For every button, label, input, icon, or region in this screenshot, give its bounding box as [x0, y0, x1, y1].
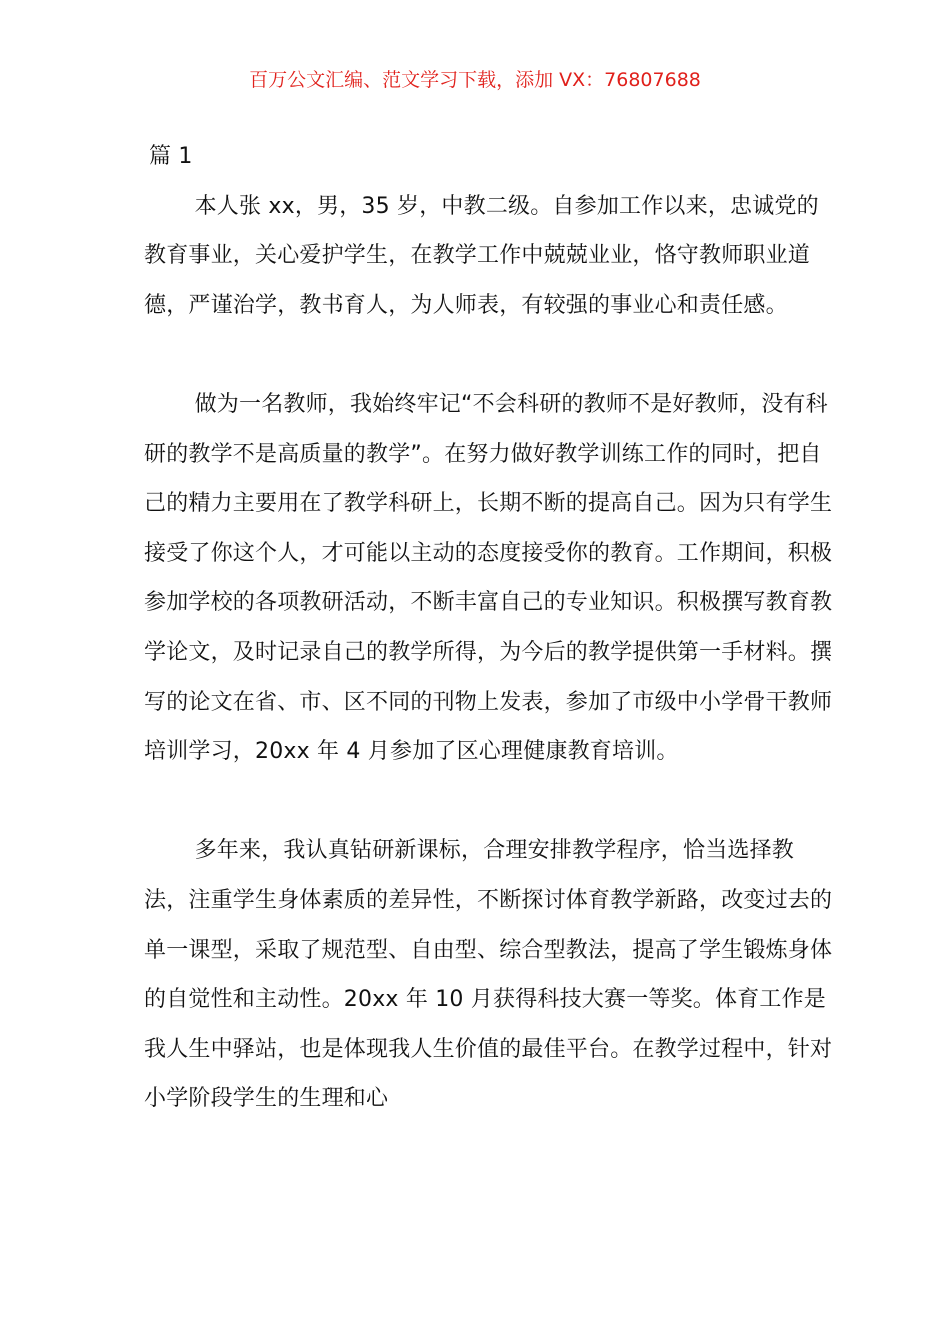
paragraph-spacer	[144, 330, 836, 380]
section-title: 篇 1	[149, 144, 193, 169]
document-body	[144, 132, 836, 1124]
paragraph-3: 多年来，我认真钻研新课标，合理安排教学程序，恰当选择教法，注重学生身体素质的差异性，不断探讨体育教学新路，改变过去的单一课型，采取了规范型、自由型、综合型教法，提高了学生锻炼身体的自觉性和主动性。20xx 年 10 月获得科技大赛一等奖。体育工作是我人生中驿站，也是体现我人生价值的最佳平台。在教学过程中，针对小学阶段学生的生理和心	[144, 838, 833, 1112]
paragraph-spacer	[144, 777, 836, 827]
paragraph-2: 做为一名教师，我始终牢记“不会科研的教师不是好教师，没有科研的教学不是高质量的教学”。在努力做好教学训练工作的同时，把自己的精力主要用在了教学科研上，长期不断的提高自己。因为只有学生接受了你这个人，才可能以主动的态度接受你的教育。工作期间，积极参加学校的各项教研活动，不断丰富自己的专业知识。积极撰写教育教学论文，及时记录自己的教学所得，为今后的教学提供第一手材料。撰写的论文在省、市、区不同的刊物上发表，参加了市级中小学骨干教师培训学习，20xx 年 4 月参加了区心理健康教育培训。	[144, 391, 833, 765]
paragraph-1: 本人张 xx，男，35 岁，中教二级。自参加工作以来，忠诚党的教育事业，关心爱护学生，在教学工作中兢兢业业，恪守教师职业道德，严谨治学，教书育人，为人师表，有较强的事业心和责任感。	[144, 193, 819, 318]
watermark-header: 百万公文汇编、范文学习下载，添加 VX：76807688	[249, 69, 701, 91]
